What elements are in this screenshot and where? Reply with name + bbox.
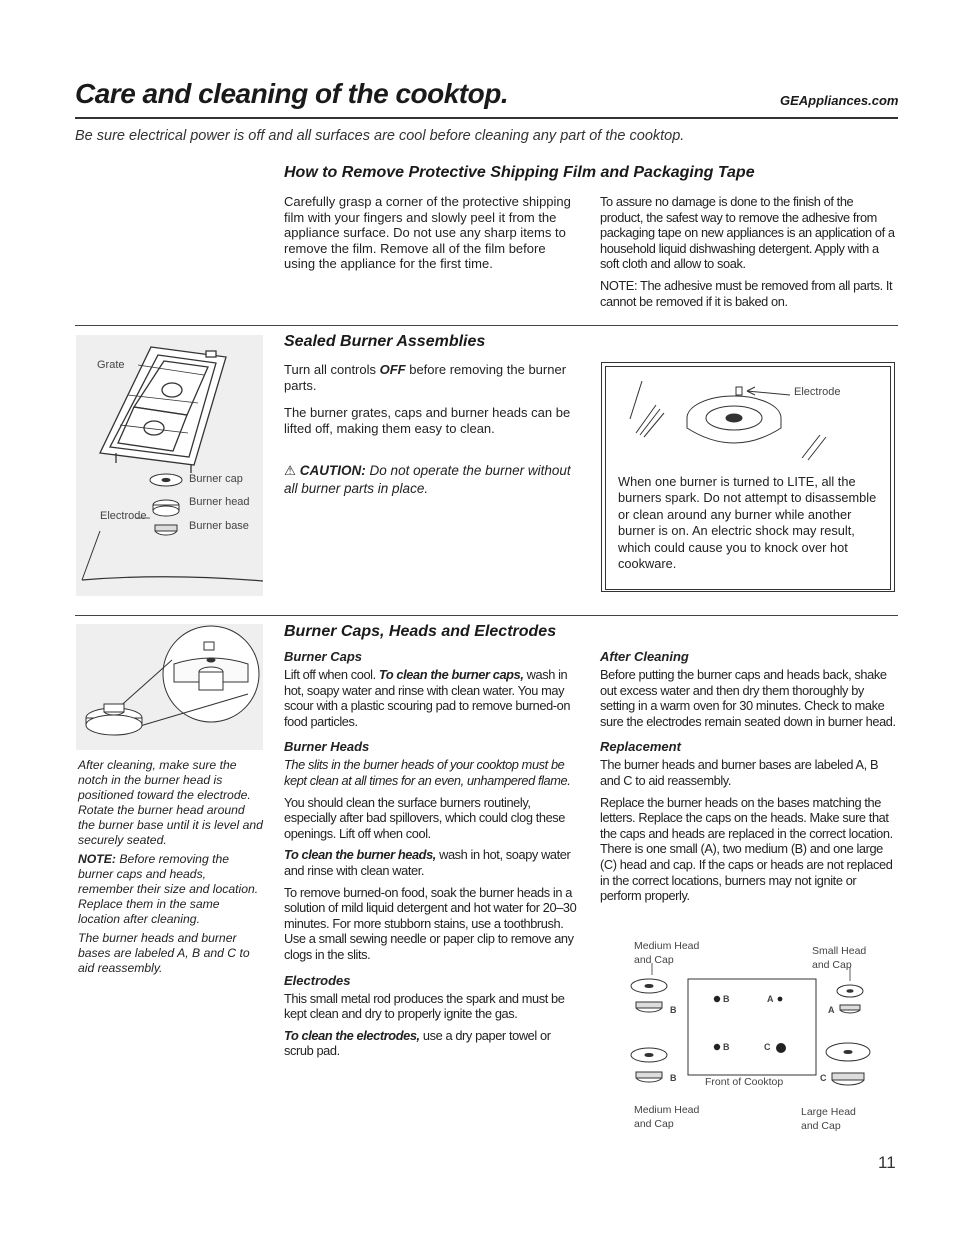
sidebar-note: [78, 852, 263, 927]
warning-text-wrap: [618, 474, 888, 578]
film-heading: How to Remove Protective Shipping Film and Packaging Tape: [284, 164, 755, 181]
burner-caps-text: [284, 667, 580, 729]
warning-icon: ⚠: [284, 463, 297, 479]
replacement-heading: Replacement: [600, 739, 681, 755]
section-divider-1: [75, 325, 898, 326]
page-number: 11: [878, 1153, 896, 1172]
film-right-text: To assure no damage is done to the finish of the product, the safest way to remove the adhesive from packaging tape on new appliances is an application of a household liquid dishwashing detergent. Apply with a soft cloth and allow to soak.: [600, 194, 895, 272]
burner-heads-italic: The slits in the burner heads of your cooktop must be kept clean at all times for an even, unhampered flame.: [284, 757, 571, 788]
burner-heads-clean: [284, 847, 580, 878]
label-medium-top-cap: and Cap: [634, 954, 674, 966]
label-electrode: Electrode: [100, 510, 147, 522]
burner-head-figure: [76, 624, 263, 750]
film-left-text: Carefully grasp a corner of the protective shipping film with your fingers and slowly peel it from the appliance surface. Do not use any sharp items to remove the film. Remove all of the film before using the appliance for the first time.: [284, 194, 571, 272]
sidebar-labels: The burner heads and burner bases are labeled A, B and C to aid reassembly.: [78, 931, 250, 975]
burner-placement-diagram: [622, 935, 898, 1135]
burner-heads-routine: You should clean the surface burners routinely, especially after bad spillovers, which could clog these openings. Lift off when cool.: [284, 794, 566, 841]
sealed-p1: [284, 362, 580, 393]
website-label: GEAppliances.com: [780, 93, 899, 108]
warning-text: When one burner is turned to LITE, all the burners spark. Do not attempt to disassemble or clean around any burner while another burner is on. An electric shock may result, which could cause you to knock over hot cookware.: [618, 474, 877, 572]
burner-heads-heading: Burner Heads: [284, 739, 370, 755]
caps-bold: To clean the burner caps,: [378, 667, 524, 682]
electrodes-post: use a dry paper towel or scrub pad.: [284, 1027, 551, 1059]
caps-post: wash in hot, soapy water and rinse with clean water. You may scour with a plastic scouring pad to remove burned-on food particles.: [284, 667, 571, 729]
film-left-column: [284, 194, 576, 278]
letter-c-position: C: [764, 1042, 771, 1052]
letter-b-bottom-position: B: [723, 1042, 730, 1052]
label-large-cap: and Cap: [801, 1120, 841, 1132]
electrodes-clean: [284, 1028, 580, 1059]
film-right-column: [600, 194, 896, 315]
caps-pre: Lift off when cool.: [284, 667, 379, 682]
label-small: Small Head: [812, 945, 867, 957]
burner-head-illustration: [76, 624, 263, 750]
letter-b-top-base: B: [670, 1005, 677, 1015]
letter-c-base: C: [820, 1073, 827, 1083]
warning-box: [601, 362, 895, 592]
letter-a-base: A: [828, 1005, 835, 1015]
heads-bold: To clean the burner heads,: [284, 847, 436, 863]
label-burner-cap: Burner cap: [189, 473, 243, 485]
label-grate: Grate: [97, 359, 125, 371]
sealed-heading: Sealed Burner Assemblies: [284, 333, 486, 350]
label-burner-base: Burner base: [189, 520, 249, 532]
sealed-burner-figure: [76, 335, 263, 596]
heads-post: wash in hot, soapy water and rinse with clean water.: [284, 847, 571, 878]
label-large: Large Head: [801, 1106, 856, 1118]
caution-body: Do not operate the burner without all burner parts in place.: [284, 463, 571, 497]
caps-heading: Burner Caps, Heads and Electrodes: [284, 623, 557, 640]
sealed-p2: The burner grates, caps and burner heads can be lifted off, making them easy to clean.: [284, 405, 571, 436]
page-title: Care and cleaning of the cooktop.: [75, 78, 509, 109]
after-cleaning-heading: After Cleaning: [600, 649, 689, 664]
replacement-labels: The burner heads and burner bases are labeled A, B and C to aid reassembly.: [600, 757, 879, 788]
electrodes-text: This small metal rod produces the spark and must be kept clean and dry to properly ignite the gas.: [284, 990, 565, 1022]
label-burner-head: Burner head: [189, 496, 250, 508]
letter-b-bottom-base: B: [670, 1073, 677, 1083]
burner-caps-heading: Burner Caps: [284, 649, 363, 664]
film-note-text: NOTE: The adhesive must be removed from all parts. It cannot be removed if it is baked on.: [600, 277, 893, 309]
header-rule: [75, 117, 898, 119]
replacement-text: Replace the burner heads on the bases matching the letters. Replace the caps on the heads. Make sure that the caps and heads are replaced in the correct location. There is one small (A), two medium (B) and one large (C) head and cap. If the caps or heads are not replaced in the correct locations, burners may not ignite or perform properly.: [600, 794, 893, 904]
letter-a-position: A: [767, 994, 774, 1004]
sidebar-note-label: NOTE:: [78, 852, 116, 866]
sealed-p1-pre: Turn all controls: [284, 362, 380, 377]
burner-heads-soak: To remove burned-on food, soak the burner heads in a solution of mild liquid detergent and hot water for 20–30 minutes. For more stubborn stains, use a toothbrush. Use a small sewing needle or paper clip to remove any clogs in the slits.: [284, 884, 577, 962]
electrodes-heading: Electrodes: [284, 972, 351, 988]
label-front-of-cooktop: Front of Cooktop: [705, 1076, 784, 1088]
sidebar-note-text: Before removing the burner caps and heads, remember their size and location. Replace them in the same location after cleaning.: [78, 852, 259, 926]
label-medium-bottom: Medium Head: [634, 1104, 700, 1116]
sealed-p1-post: before removing the burner parts.: [284, 362, 567, 393]
label-medium-bottom-cap: and Cap: [634, 1118, 674, 1130]
caution-label: CAUTION:: [299, 463, 366, 479]
off-emphasis: OFF: [379, 362, 406, 377]
grate-illustration: [76, 335, 263, 596]
caps-left-column: [284, 649, 580, 1065]
sidebar-reassembly: After cleaning, make sure the notch in the burner head is positioned toward the electrode. Rotate the burner head around the burner base until it is level and securely seated.: [78, 758, 263, 847]
after-cleaning-text: Before putting the burner caps and heads back, shake out excess water and then dry them thoroughly by setting in a warm oven for 30 minutes. Check to make sure the electrodes remain seated down in burner head.: [600, 667, 896, 729]
caution-text: [284, 462, 580, 498]
caps-sidebar: [78, 758, 263, 980]
caps-right-column: [600, 649, 898, 910]
electrodes-bold: To clean the electrodes,: [284, 1027, 420, 1043]
letter-b-top-position: B: [723, 994, 730, 1004]
label-electrode-box: Electrode: [794, 386, 841, 398]
sealed-text-column: [284, 362, 580, 504]
label-medium-top: Medium Head: [634, 940, 700, 952]
section-divider-2: [75, 615, 898, 616]
label-small-cap: and Cap: [812, 959, 852, 971]
safety-subtitle: Be sure electrical power is off and all surfaces are cool before cleaning any part of the cooktop.: [75, 128, 685, 144]
